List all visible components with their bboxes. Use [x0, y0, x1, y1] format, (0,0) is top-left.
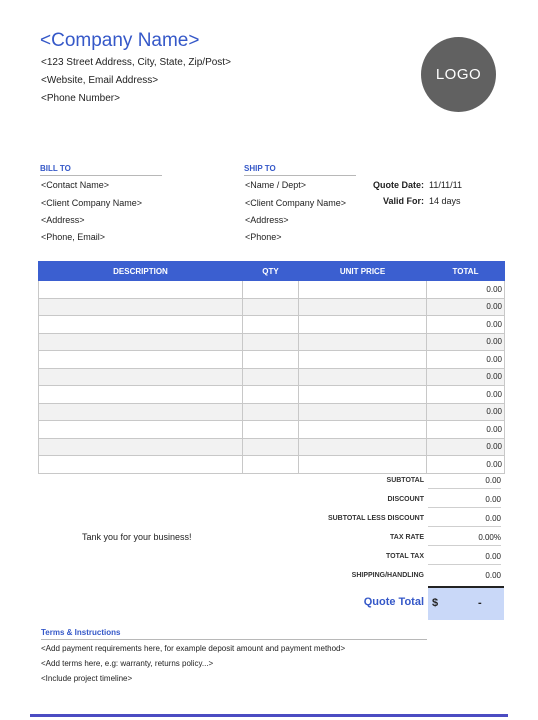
cell-description[interactable] — [39, 281, 243, 299]
cell-unit-price[interactable] — [299, 316, 427, 334]
cell-description[interactable] — [39, 456, 243, 474]
valid-for-label: Valid For: — [382, 196, 424, 206]
table-row — [39, 333, 505, 351]
ship-to-company: <Client Company Name> — [245, 198, 347, 208]
column-header-description: DESCRIPTION — [39, 262, 243, 281]
cell-unit-price[interactable] — [299, 403, 427, 421]
cell-total[interactable]: 0.00 — [427, 316, 505, 334]
bill-to-contact: <Contact Name> — [41, 180, 110, 190]
cell-qty[interactable] — [243, 456, 299, 474]
company-address: <123 Street Address, City, State, Zip/Post> — [41, 57, 231, 68]
ship-to-address: <Address> — [245, 215, 289, 225]
cell-description[interactable] — [39, 298, 243, 316]
bill-to-company: <Client Company Name> — [41, 198, 143, 208]
cell-qty[interactable] — [243, 298, 299, 316]
logo-placeholder: LOGO — [421, 37, 496, 112]
bill-to-phone-email: <Phone, Email> — [41, 232, 106, 242]
table-row — [39, 386, 505, 404]
ship-to-name: <Name / Dept> — [245, 180, 307, 190]
terms-payment-line: <Add payment requirements here, for example deposit amount and payment method> — [41, 644, 346, 653]
cell-unit-price[interactable] — [299, 298, 427, 316]
thank-you-note: Tank you for your business! — [82, 532, 192, 542]
terms-warranty-line: <Add terms here, e.g: warranty, returns policy...> — [41, 659, 214, 668]
cell-total[interactable]: 0.00 — [427, 421, 505, 439]
cell-qty[interactable] — [243, 351, 299, 369]
company-phone: <Phone Number> — [41, 93, 120, 104]
subtotal-label: SUBTOTAL — [386, 477, 424, 484]
table-row — [39, 368, 505, 386]
table-header-row — [39, 262, 505, 281]
cell-unit-price[interactable] — [299, 351, 427, 369]
quote-total-box — [428, 586, 504, 620]
table-row — [39, 403, 505, 421]
cell-total[interactable]: 0.00 — [427, 368, 505, 386]
company-name: <Company Name> — [40, 30, 200, 51]
cell-description[interactable] — [39, 333, 243, 351]
table-row — [39, 281, 505, 299]
subtotal-less-discount-value: 0.00 — [428, 514, 501, 527]
cell-total[interactable]: 0.00 — [427, 333, 505, 351]
subtotal-less-discount-label: SUBTOTAL LESS DISCOUNT — [327, 515, 424, 522]
cell-unit-price[interactable] — [299, 421, 427, 439]
subtotal-value: 0.00 — [428, 476, 501, 489]
company-website-email: <Website, Email Address> — [41, 75, 159, 86]
footer-rule — [30, 714, 508, 717]
bill-to-heading: BILL TO — [40, 164, 162, 176]
line-items-table — [38, 261, 505, 474]
cell-unit-price[interactable] — [299, 333, 427, 351]
cell-description[interactable] — [39, 421, 243, 439]
tax-rate-value: 0.00% — [428, 533, 501, 546]
cell-qty[interactable] — [243, 316, 299, 334]
shipping-handling-value: 0.00 — [485, 571, 501, 580]
ship-to-heading: SHIP TO — [244, 164, 356, 176]
table-row — [39, 456, 505, 474]
cell-total[interactable]: 0.00 — [427, 298, 505, 316]
cell-description[interactable] — [39, 351, 243, 369]
table-row — [39, 421, 505, 439]
discount-value: 0.00 — [428, 495, 501, 508]
quote-total-value: - — [478, 597, 482, 609]
column-header-qty: QTY — [243, 262, 299, 281]
cell-description[interactable] — [39, 368, 243, 386]
table-body — [39, 281, 505, 474]
terms-timeline-line: <Include project timeline> — [41, 674, 133, 683]
cell-qty[interactable] — [243, 333, 299, 351]
cell-total[interactable]: 0.00 — [427, 351, 505, 369]
total-tax-label: TOTAL TAX — [386, 553, 424, 560]
cell-qty[interactable] — [243, 438, 299, 456]
cell-total[interactable]: 0.00 — [427, 386, 505, 404]
cell-description[interactable] — [39, 438, 243, 456]
shipping-handling-label: SHIPPING/HANDLING — [351, 572, 424, 579]
table-row — [39, 298, 505, 316]
cell-qty[interactable] — [243, 386, 299, 404]
table-row — [39, 438, 505, 456]
cell-qty[interactable] — [243, 421, 299, 439]
tax-rate-label: TAX RATE — [390, 534, 424, 541]
cell-unit-price[interactable] — [299, 281, 427, 299]
table-row — [39, 316, 505, 334]
cell-unit-price[interactable] — [299, 456, 427, 474]
cell-unit-price[interactable] — [299, 386, 427, 404]
cell-unit-price[interactable] — [299, 438, 427, 456]
table-row — [39, 351, 505, 369]
quote-total-currency: $ — [432, 597, 439, 609]
ship-to-phone: <Phone> — [245, 232, 282, 242]
cell-total[interactable]: 0.00 — [427, 438, 505, 456]
cell-total[interactable]: 0.00 — [427, 281, 505, 299]
quote-date-value: 11/11/11 — [429, 180, 463, 190]
bill-to-address: <Address> — [41, 215, 85, 225]
cell-qty[interactable] — [243, 281, 299, 299]
cell-qty[interactable] — [243, 403, 299, 421]
valid-for-value: 14 days — [429, 196, 461, 206]
column-header-unit-price: UNIT PRICE — [299, 262, 427, 281]
cell-unit-price[interactable] — [299, 368, 427, 386]
column-header-total: TOTAL — [427, 262, 505, 281]
cell-description[interactable] — [39, 403, 243, 421]
quote-date-label: Quote Date: — [372, 180, 424, 190]
discount-label: DISCOUNT — [387, 496, 424, 503]
quote-total-label: Quote Total — [363, 596, 424, 608]
cell-total[interactable]: 0.00 — [427, 456, 505, 474]
cell-description[interactable] — [39, 386, 243, 404]
cell-total[interactable]: 0.00 — [427, 403, 505, 421]
total-tax-value: 0.00 — [428, 552, 501, 565]
cell-description[interactable] — [39, 316, 243, 334]
terms-heading: Terms & Instructions — [41, 628, 427, 640]
cell-qty[interactable] — [243, 368, 299, 386]
